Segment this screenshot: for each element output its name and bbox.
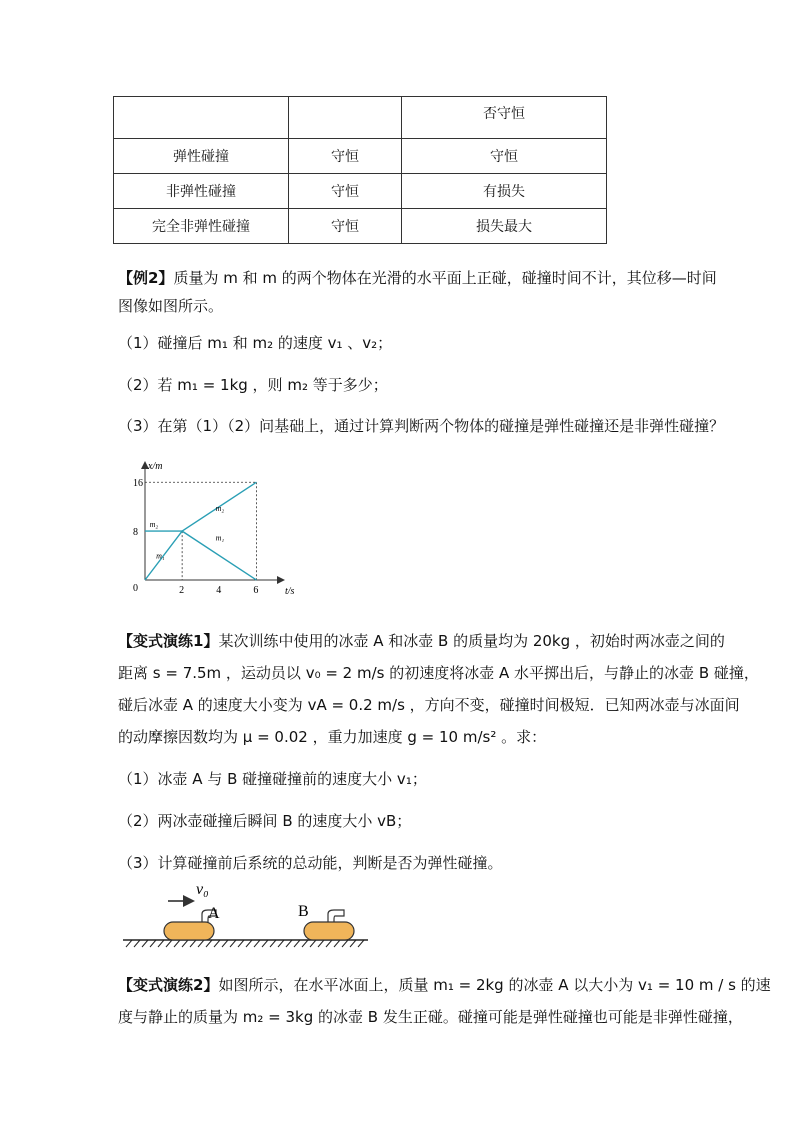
var1-line3: 碰后冰壶 A 的速度大小变为 vA = 0.2 m/s ，方向不变，碰撞时间极短．已知两冰壶与冰面间 <box>118 696 740 714</box>
ex2-question-1: （1）碰撞后 m₁ 和 m₂ 的速度 v₁ 、v₂； <box>118 334 393 352</box>
table-row <box>114 209 607 244</box>
var1-line2: 距离 s = 7.5m ，运动员以 v₀ = 2 m/s 的初速度将冰壶 A 水平掷出后，与静止的冰壶 B 碰撞， <box>118 664 759 682</box>
stone-b <box>304 910 354 940</box>
label-m1-before: m₁ <box>156 551 165 561</box>
var1-question-2: （2）两冰壶碰撞后瞬间 B 的速度大小 vB； <box>118 812 412 830</box>
var2-line1: 【变式演练2】如图所示，在水平冰面上，质量 m₁ = 2kg 的冰壶 A 以大小为 v₁ = 10 m / s 的速 <box>118 976 771 994</box>
label-m2-after: m₂ <box>215 503 225 513</box>
table-row <box>114 174 607 209</box>
table-row <box>114 97 607 139</box>
table-cell: 守恒 <box>289 139 402 174</box>
y-tick-label: 0 <box>133 583 138 594</box>
y-tick-label: 16 <box>133 478 143 490</box>
table-row <box>114 139 607 174</box>
var2-tag: 【变式演练2】 <box>118 976 219 994</box>
table-cell <box>114 97 289 139</box>
stone-b-label: B <box>298 903 309 920</box>
x-tick-label: 4 <box>216 585 222 596</box>
label-m2-before: m₂ <box>149 520 159 530</box>
table-cell: 非弹性碰撞 <box>114 174 289 209</box>
var1-question-3: （3）计算碰撞前后系统的总动能，判断是否为弹性碰撞。 <box>118 854 503 872</box>
v0-label: v₀ <box>196 881 209 898</box>
x-axis-label: t/s <box>285 586 295 597</box>
table-cell: 有损失 <box>402 174 607 209</box>
table-cell: 守恒 <box>402 139 607 174</box>
table-cell <box>289 97 402 139</box>
ex2-line2: 图像如图所示。 <box>118 297 224 315</box>
table-cell: 守恒 <box>289 209 402 244</box>
var1-tag: 【变式演练1】 <box>118 632 219 650</box>
table-cell: 守恒 <box>289 174 402 209</box>
var1-question-1: （1）冰壶 A 与 B 碰撞碰撞前的速度大小 v₁； <box>118 770 427 788</box>
y-axis-label: x/m <box>148 461 163 472</box>
table-cell: 完全非弹性碰撞 <box>114 209 289 244</box>
xt-graph <box>125 455 295 605</box>
var1-line4: 的动摩擦因数均为 μ = 0.02 ，重力加速度 g = 10 m/s² 。求： <box>118 728 547 746</box>
y-tick-label: 8 <box>133 527 138 539</box>
stone-a-label: A <box>208 905 220 922</box>
table-cell: 损失最大 <box>402 209 607 244</box>
x-tick-label: 2 <box>179 585 185 596</box>
ice-hatching <box>126 940 364 947</box>
table-cell: 否守恒 <box>402 97 607 139</box>
x-tick-label: 6 <box>253 585 259 596</box>
ex2-question-2: （2）若 m₁ = 1kg ，则 m₂ 等于多少； <box>118 376 388 394</box>
var2-line2: 度与静止的质量为 m₂ = 3kg 的冰壶 B 发生正碰。碰撞可能是弹性碰撞也可能是非弹性碰撞， <box>118 1008 743 1026</box>
ex2-tag: 【例2】 <box>118 269 174 287</box>
series-line-m2 <box>145 482 256 531</box>
label-m1-after: m₁ <box>215 533 225 543</box>
ex2-line1: 【例2】质量为 m 和 m 的两个物体在光滑的水平面上正碰，碰撞时间不计，其位移—时间 <box>118 269 717 287</box>
ex2-question-3: （3）在第（1）（2）问基础上，通过计算判断两个物体的碰撞是弹性碰撞还是非弹性碰撞？ <box>118 417 725 435</box>
curling-stones-figure <box>118 880 378 952</box>
conservation-table <box>113 96 607 244</box>
table-cell: 弹性碰撞 <box>114 139 289 174</box>
var1-line1: 【变式演练1】某次训练中使用的冰壶 A 和冰壶 B 的质量均为 20kg ，初始时两冰壶之间的 <box>118 632 725 650</box>
